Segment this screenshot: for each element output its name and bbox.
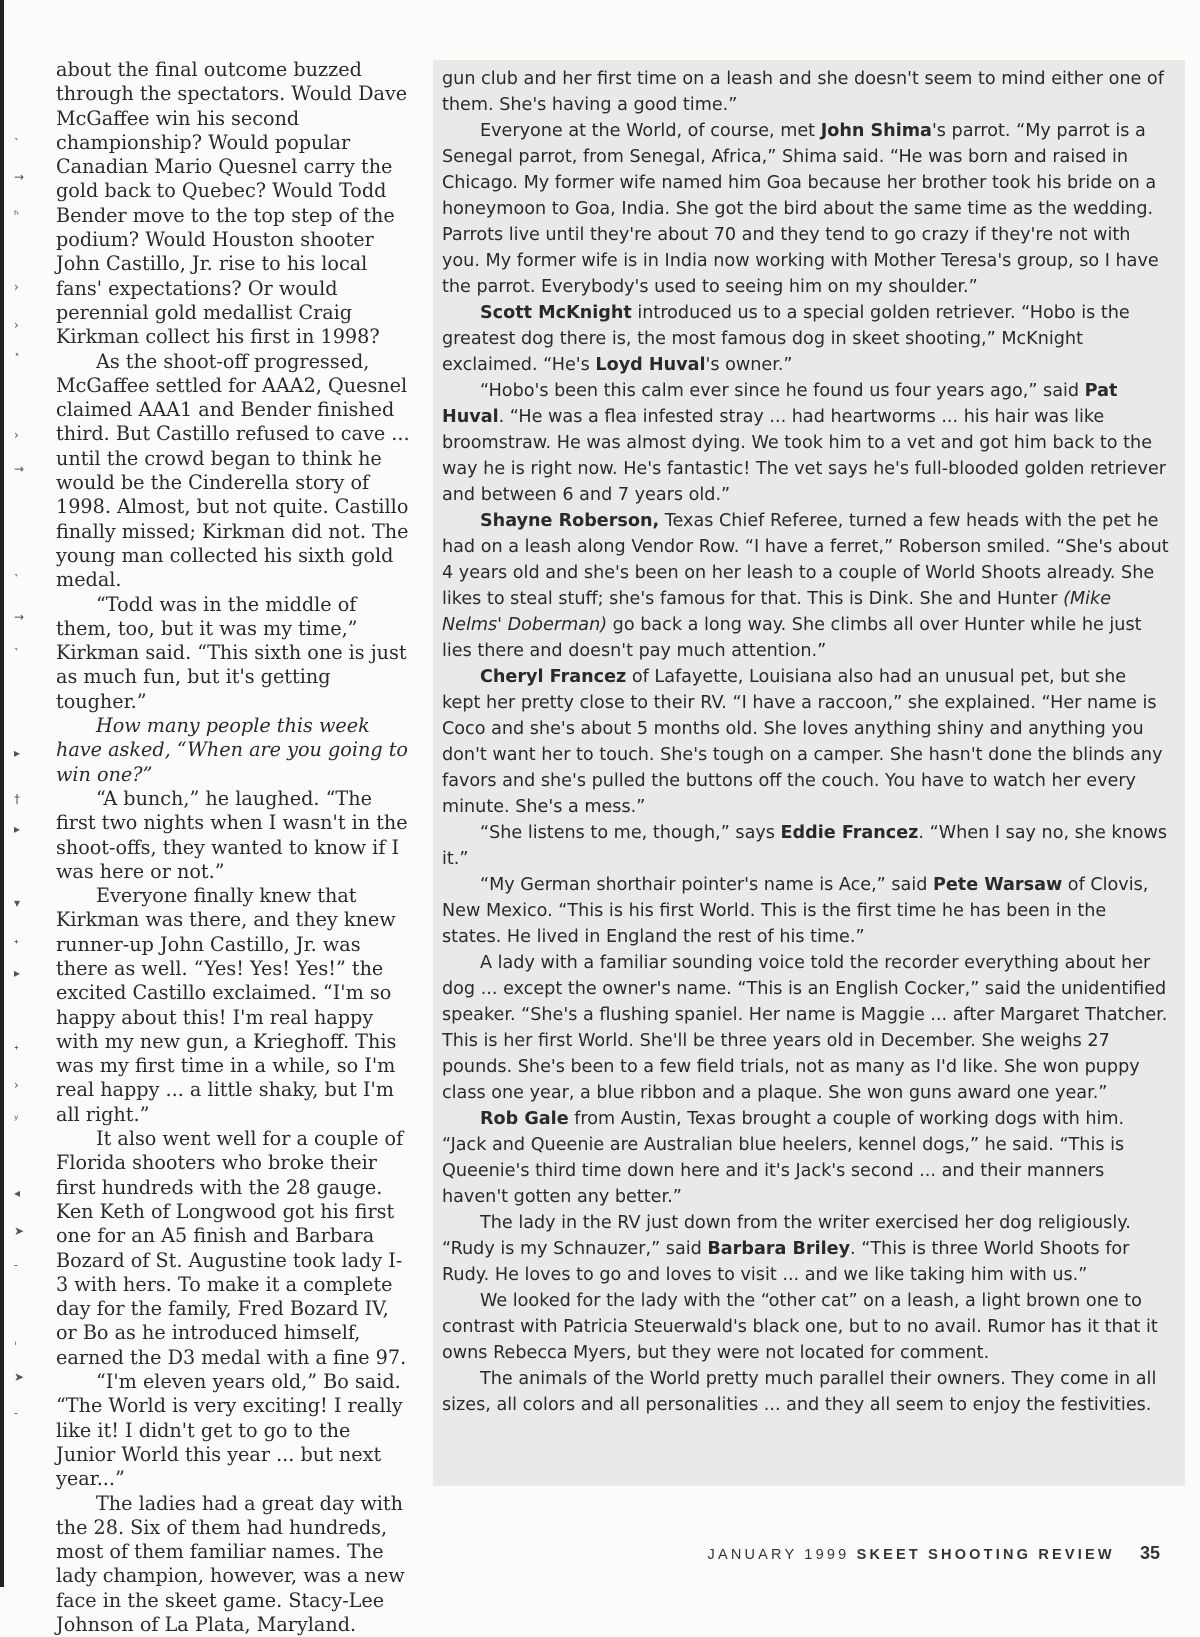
article-paragraph: about the final outcome buzzed through the spectators. Would Dave McGaffee win his second championship? Would popular Canadian Mario Quesnel carry the gold back to Quebec? Would Todd Bender move to the top step of the podium? Would Houston shooter John Castillo, Jr. rise to his local fans' expectations? Or would perennial gold medallist Craig Kirkman collect his first in 1998? (56, 58, 408, 349)
person-name: Cheryl Francez (480, 667, 627, 687)
margin-mark: ˗ (14, 1406, 18, 1420)
margin-mark: › (14, 1078, 19, 1092)
margin-mark: → (14, 610, 25, 624)
margin-mark: › (14, 318, 19, 332)
article-paragraph: Everyone finally knew that Kirkman was there, and they knew runner-up John Castillo, Jr. was there as well. “Yes! Yes! Yes!” the excited Castillo exclaimed. “I'm so happy about this! I'm real happy with my new gun, a Krieghoff. This was my first time in a while, so I'm real happy ... a little shaky, but I'm all right.” (56, 884, 397, 1126)
person-name: John Shima (820, 121, 932, 141)
margin-mark: † (14, 792, 20, 806)
person-name: Pete Warsaw (932, 875, 1063, 895)
sidebar-paragraph: The animals of the World pretty much parallel their owners. They come in all sizes, all colors and all personalities ... and they all seem to enjoy the festivities. (442, 1369, 1157, 1415)
sidebar-paragraph: Cheryl Francez of Lafayette, Louisiana also had an unusual pet, but she kept her pretty close to their RV. “I have a raccoon,” she explained. “Her name is Coco and she's about 5 months old. She loves anything shiny and anything you don't want her to touch. She's tough on a camper. She hasn't done the blinds any favors and she's pulled the buttons off the couch. You have to watch her every minute. She's a mess.” (442, 667, 1163, 817)
sidebar-paragraph: “Hobo's been this calm ever since he found us four years ago,” said Pat Huval. “He was a flea infested stray ... had heartworms ... his hair was like broomstraw. He was almost dying. We took him to a vet and got him back to the way he is right now. He's fantastic! The vet says he's full-blooded golden retriever and between 6 and 7 years old.” (442, 381, 1166, 505)
margin-mark: ➤ (14, 1224, 25, 1238)
margin-mark: ▸ (14, 822, 21, 836)
person-name: Scott McKnight (480, 303, 632, 323)
article-paragraph: As the shoot-off progressed, McGaffee settled for AAA2, Quesnel claimed AAA1 and Bender finished third. But Castillo refused to cave ... until the crowd began to think he would be the Cinderella story of 1998. Almost, but not quite. Castillo finally missed; Kirkman did not. The young man collected his sixth gold medal. (56, 349, 410, 592)
article-question: How many people this week have asked, “When are you going to win one?” (56, 714, 408, 786)
article-paragraph: “I'm eleven years old,” Bo said. “The World is very exciting! I really like it! I didn't get to go to the Junior World this year ... but next year...” (56, 1370, 403, 1491)
footer-date: JANUARY 1999 (707, 1547, 850, 1563)
sidebar-paragraph: We looked for the lady with the “other cat” on a leash, a light brown one to contrast with Patricia Steuerwald's black one, but to no avail. Rumor has it that it owns Rebecca Myers, but they were not located for comment. (442, 1291, 1158, 1363)
article-paragraph: The ladies had a great day with the 28. Six of them had hundreds, most of them familiar names. The lady champion, however, was a new face in the skeet game. Stacy-Lee Johnson of La Plata, Maryland. (56, 1491, 405, 1636)
person-name: Rob Gale (480, 1109, 569, 1129)
sidebar-paragraph: Everyone at the World, of course, met John Shima's parrot. “My parrot is a Senegal parrot, from Senegal, Africa,” Shima said. “He was born and raised in Chicago. My former wife named him Goa because her brother took his bride on a honeymoon to Goa, India. She got the bird about the same time as the wedding. Parrots live until they're about 70 and they tend to go crazy if they're not with you. My former wife is in India now working with Mother Teresa's group, so I have the parrot. Everybody's used to seeing him on my shoulder.” (442, 121, 1159, 297)
page-footer (708, 1543, 1160, 1564)
footer-publication: SKEET SHOOTING REVIEW (856, 1547, 1115, 1563)
margin-mark: ˖ (14, 934, 19, 948)
margin-mark: ˌ (14, 1332, 18, 1346)
margin-mark: ʸ (14, 1112, 19, 1126)
person-name: Eddie Francez (780, 823, 919, 843)
article-main-column (56, 58, 414, 1637)
aside-italic: (Mike Nelms' Doberman) (442, 589, 1112, 635)
page-number: 35 (1139, 1543, 1160, 1563)
margin-mark: ◂ (14, 1186, 21, 1200)
margin-mark: ▸ (14, 746, 21, 760)
sidebar-paragraph: Rob Gale from Austin, Texas brought a couple of working dogs with him. “Jack and Queenie are Australian blue heelers, kennel dogs,” he said. “This is Queenie's third time down here and it's Jack's second ... and their manners haven't gotten any better.” (442, 1109, 1125, 1207)
margin-mark: ▸ (14, 966, 21, 980)
person-name: Shayne Roberson, (480, 511, 660, 531)
margin-mark: ˗ (14, 1258, 18, 1272)
sidebar-paragraph: gun club and her first time on a leash and she doesn't seem to mind either one of them. She's having a good time.” (442, 69, 1164, 115)
article-paragraph: “A bunch,” he laughed. “The first two nights when I wasn't in the shoot-offs, they wanted to know if I was here or not.” (56, 786, 408, 883)
margin-mark: ʰ (14, 208, 19, 222)
margin-mark: → (14, 170, 25, 184)
sidebar-paragraph: The lady in the RV just down from the writer exercised her dog religiously. “Rudy is my Schnauzer,” said Barbara Briley. “This is three World Shoots for Rudy. He loves to go and loves to visit ... and we like taking him with us.” (442, 1213, 1131, 1285)
person-name: Pat Huval (442, 381, 1118, 427)
article-paragraph: It also went well for a couple of Florida shooters who broke their first hundreds with the 28 gauge. Ken Keth of Longwood got his first one for an A5 finish and Barbara Bozard of St. Augustine took lady I-3 with hers. To make it a complete day for the family, Fred Bozard IV, or Bo as he introduced himself, earned the D3 medal with a fine 97. (56, 1127, 407, 1369)
margin-mark: ˖ (14, 1040, 19, 1054)
margin-mark: ˟ (14, 352, 20, 366)
margin-mark: ➤ (14, 1370, 25, 1384)
sidebar-paragraph: Scott McKnight introduced us to a special golden retriever. “Hobo is the greatest dog there is, the most famous dog in skeet shooting,” McKnight exclaimed. “He's Loyd Huval's owner.” (442, 303, 1130, 375)
sidebar-paragraph: “My German shorthair pointer's name is Ace,” said Pete Warsaw of Clovis, New Mexico. “This is his first World. This is the first time he has been in the states. He lived in England the rest of his time.” (442, 875, 1149, 947)
margin-mark: ˺ (14, 572, 18, 586)
margin-mark: → (14, 462, 25, 476)
page-binding-edge (0, 0, 4, 1587)
article-paragraph: “Todd was in the middle of them, too, but it was my time,” Kirkman said. “This sixth one is just as much fun, but it's getting tougher.” (56, 592, 407, 713)
margin-mark: ▾ (14, 896, 21, 910)
person-name: Barbara Briley (707, 1239, 851, 1259)
margin-mark: ˺ (14, 136, 18, 150)
sidebar-paragraph: Shayne Roberson, Texas Chief Referee, turned a few heads with the pet he had on a leash along Vendor Row. “I have a ferret,” Roberson smiled. “She's about 4 years old and she's been on her leash to a couple of World Shoots already. She likes to steal stuff; she's famous for that. This is Dink. She and Hunter (Mike Nelms' Doberman) go back a long way. She climbs all over Hunter while he just lies there and doesn't pay much attention.” (442, 511, 1169, 661)
sidebar-pets-column (442, 66, 1170, 1418)
sidebar-paragraph: “She listens to me, though,” says Eddie Francez. “When I say no, she knows it.” (442, 823, 1168, 869)
margin-mark: › (14, 280, 19, 294)
margin-mark: › (14, 428, 19, 442)
sidebar-paragraph: A lady with a familiar sounding voice told the recorder everything about her dog ... except the owner's name. “This is an English Cocker,” said the unidentified speaker. “She's a flushing spaniel. Her name is Maggie ... after Margaret Thatcher. This is her first World. She'll be three years old in December. She weighs 27 pounds. She's been to a few field trials, not as many as I'd like. She won puppy class one year, a blue ribbon and a plaque. She won guns award one year.” (442, 953, 1168, 1103)
person-name: Loyd Huval (595, 355, 706, 375)
margin-mark: ˺ (14, 646, 18, 660)
